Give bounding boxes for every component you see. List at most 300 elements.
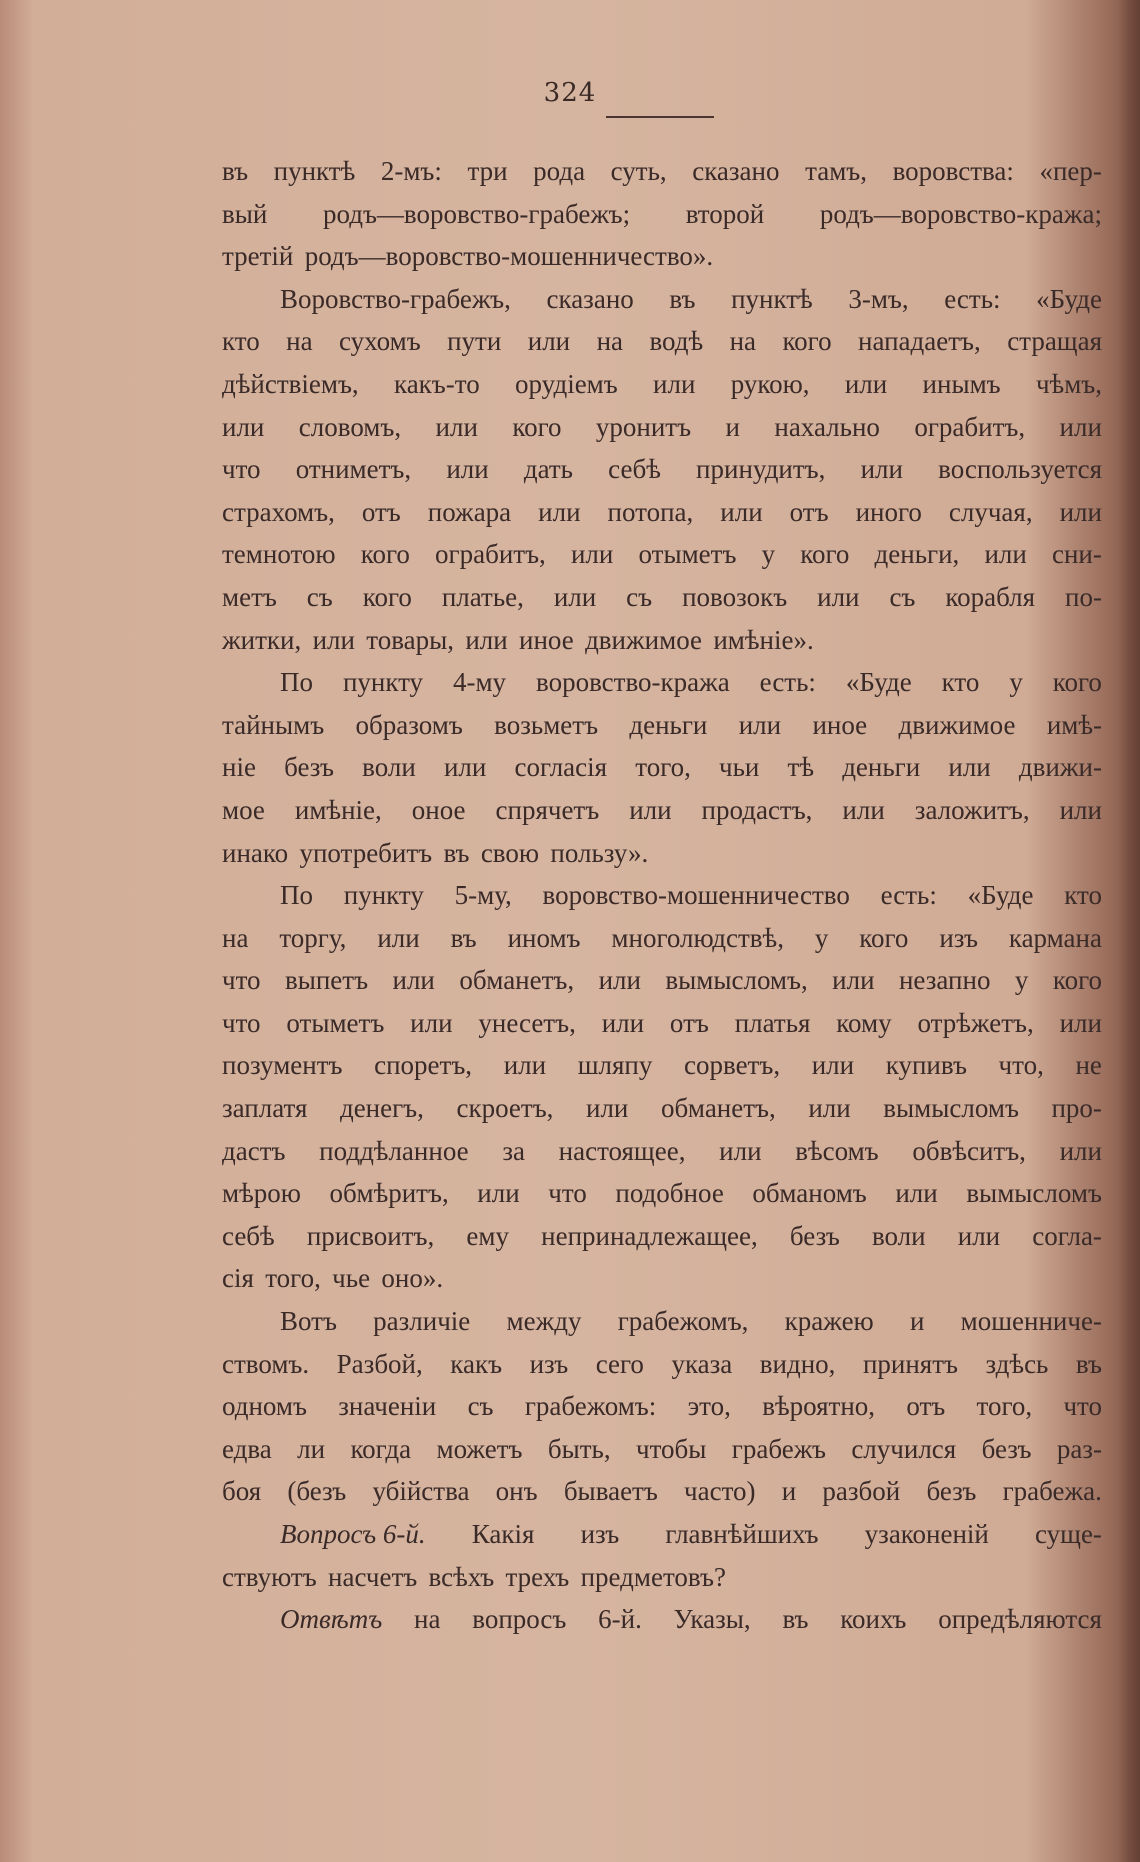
- text-line: [222, 1513, 1102, 1556]
- word: многолюдствѣ,: [611, 922, 784, 953]
- text-line: [222, 874, 1102, 917]
- word: чтобы: [635, 1433, 707, 1464]
- word: 3-мъ,: [848, 283, 909, 314]
- page-number: 324: [543, 78, 597, 108]
- word: на: [222, 922, 249, 953]
- text-line: [222, 1002, 1102, 1045]
- word: или: [601, 1007, 645, 1038]
- word: себѣ: [608, 454, 661, 485]
- word: случился: [851, 1433, 957, 1464]
- word: образомъ: [355, 709, 463, 740]
- word: здѣсь: [985, 1348, 1049, 1379]
- word: обмѣритъ,: [329, 1178, 449, 1209]
- word: имѣ-: [1046, 709, 1102, 740]
- word: отыметъ: [638, 539, 737, 570]
- word: или: [738, 709, 782, 740]
- word: пунктѣ: [731, 283, 813, 314]
- word: дастъ: [222, 1135, 286, 1166]
- word: кто: [941, 667, 980, 698]
- word: денегъ,: [339, 1093, 424, 1124]
- word: родъ—воровство-грабежъ;: [322, 198, 631, 229]
- word: можетъ: [436, 1433, 523, 1464]
- word: отъ: [361, 496, 401, 527]
- word: и: [909, 1306, 925, 1337]
- word: скроетъ,: [456, 1093, 554, 1124]
- word: воли: [362, 752, 416, 783]
- word: мошенниче-: [960, 1306, 1102, 1337]
- word: отрѣжетъ,: [917, 1007, 1034, 1038]
- word: темнотою: [222, 539, 336, 570]
- word: кого: [782, 326, 832, 357]
- word: и: [725, 411, 740, 442]
- word: отъ: [669, 1007, 709, 1038]
- text-line: [222, 1470, 1102, 1513]
- word: быть,: [547, 1433, 611, 1464]
- word: 5-му,: [454, 880, 512, 911]
- word: пунктѣ: [273, 156, 356, 186]
- word: что: [1063, 1391, 1102, 1422]
- word: видно,: [759, 1348, 836, 1379]
- word: или: [503, 1050, 547, 1081]
- word: суще-: [1035, 1519, 1102, 1549]
- word: чьи: [719, 752, 760, 783]
- word: значеніи: [338, 1391, 437, 1422]
- word: того,: [976, 1391, 1033, 1422]
- word: присвоитъ,: [306, 1220, 435, 1251]
- text-line: [222, 1556, 1102, 1599]
- word: или: [410, 1007, 453, 1038]
- word: имѣніе».: [713, 624, 814, 655]
- word: грабежомъ:: [524, 1391, 657, 1422]
- word: мѣрою: [222, 1178, 301, 1209]
- word: про-: [1051, 1093, 1102, 1124]
- word: По: [280, 880, 313, 911]
- word: кому: [836, 1007, 892, 1038]
- word: не: [1075, 1050, 1102, 1081]
- word: воровство-мошенничество: [542, 880, 850, 911]
- word: ніе: [222, 752, 256, 783]
- word: ствуютъ: [222, 1561, 317, 1592]
- word: одномъ: [222, 1391, 307, 1422]
- word: что: [548, 1178, 587, 1209]
- word: или: [720, 496, 763, 527]
- text-line: [222, 491, 1102, 534]
- word: кого: [859, 922, 909, 953]
- word: есть:: [880, 880, 937, 911]
- word: спрячетъ: [495, 794, 600, 825]
- text-line: [222, 1300, 1102, 1343]
- word: шляпу: [577, 1050, 653, 1081]
- word: безъ: [981, 1433, 1032, 1464]
- word: стращая: [1007, 326, 1102, 357]
- word: третій: [222, 241, 294, 272]
- text-line: [222, 917, 1102, 960]
- word: заплатя: [222, 1093, 308, 1124]
- word: орудіемъ: [515, 368, 618, 399]
- word: какъ: [450, 1348, 503, 1379]
- word: въ: [669, 283, 696, 314]
- word: обманетъ,: [459, 965, 575, 996]
- word: и: [781, 1476, 797, 1507]
- word: обманетъ,: [660, 1093, 776, 1124]
- word: или: [817, 581, 860, 612]
- word: вый: [222, 198, 268, 229]
- word: подобное: [615, 1178, 724, 1209]
- word: или: [629, 794, 672, 825]
- word: деньги: [842, 752, 921, 783]
- word: инако: [222, 837, 289, 868]
- word: того,: [635, 752, 691, 783]
- word: корабля: [945, 581, 1036, 612]
- word: Какія: [471, 1519, 535, 1549]
- word: или: [842, 794, 885, 825]
- word: сни-: [1052, 539, 1102, 570]
- word: нахально: [774, 411, 880, 442]
- word: 2-мъ:: [380, 156, 442, 186]
- text-line: [222, 1044, 1102, 1087]
- word: вопросъ: [472, 1604, 567, 1635]
- word: купивъ: [885, 1050, 967, 1081]
- word: сорветъ,: [684, 1050, 781, 1081]
- word: трехъ: [505, 1561, 570, 1592]
- text-line: [222, 533, 1102, 576]
- text-line: [222, 832, 1102, 875]
- word: пункту: [343, 880, 424, 911]
- word: воспользуется: [938, 454, 1102, 485]
- word: бываетъ: [563, 1476, 658, 1507]
- word: кто: [1064, 880, 1102, 911]
- word: разбой: [822, 1476, 901, 1507]
- word: тѣ: [787, 752, 815, 783]
- word: безъ: [789, 1220, 840, 1251]
- word: метъ: [222, 581, 277, 612]
- word: деньги: [629, 709, 708, 740]
- text-line: [222, 1385, 1102, 1428]
- text-line: [222, 576, 1102, 619]
- word: съ: [306, 581, 333, 612]
- word: чѣмъ,: [1035, 368, 1102, 399]
- word: сего: [595, 1348, 644, 1379]
- text-line: [222, 704, 1102, 747]
- word: три: [467, 156, 508, 186]
- word: или: [832, 965, 875, 996]
- word: сія: [222, 1263, 254, 1294]
- word: на: [286, 326, 313, 357]
- word: или: [844, 368, 888, 399]
- word: или: [895, 1178, 938, 1209]
- word: вымысломъ: [883, 1093, 1019, 1124]
- word: дѣйствіемъ,: [222, 368, 359, 399]
- word: по-: [1065, 581, 1102, 612]
- word: обманомъ: [752, 1178, 867, 1209]
- word: страхомъ,: [222, 496, 335, 527]
- word: это,: [687, 1391, 731, 1422]
- word: на: [414, 1604, 441, 1635]
- word: грабежомъ,: [617, 1306, 749, 1337]
- text-line: [222, 406, 1102, 449]
- word: съ: [467, 1391, 494, 1422]
- word: деньги,: [874, 539, 960, 570]
- text-line: [222, 1598, 1102, 1641]
- word: кого: [512, 411, 562, 442]
- word: сказано: [546, 283, 634, 314]
- word: сказано: [692, 156, 780, 186]
- word: кого: [1052, 965, 1102, 996]
- word: съ: [626, 581, 653, 612]
- word: главнѣйшихъ: [665, 1519, 819, 1549]
- word: или: [477, 1178, 520, 1209]
- word: пути: [447, 326, 502, 357]
- word: кого: [1052, 667, 1102, 698]
- word: что,: [998, 1050, 1044, 1081]
- word: въ: [222, 156, 249, 186]
- word: изъ: [580, 1519, 620, 1549]
- word: Вопросъ 6-й.: [280, 1519, 426, 1549]
- word: указа: [671, 1348, 733, 1379]
- word: едва: [222, 1433, 272, 1464]
- word: товары,: [366, 624, 454, 655]
- word: на: [729, 326, 756, 357]
- text-line: [222, 363, 1102, 406]
- word: продастъ,: [701, 794, 813, 825]
- word: или: [957, 1220, 1001, 1251]
- word: заложитъ,: [914, 794, 1030, 825]
- word: торгу,: [279, 922, 347, 953]
- text-line: [222, 1428, 1102, 1471]
- word: или: [377, 922, 420, 953]
- text-line: [222, 150, 1102, 193]
- word: второй: [685, 198, 765, 229]
- word: или: [570, 539, 614, 570]
- word: водѣ: [649, 326, 704, 357]
- word: кражею: [784, 1306, 874, 1337]
- word: иное: [812, 709, 868, 740]
- word: кого: [360, 539, 410, 570]
- word: имѣніе,: [294, 794, 382, 825]
- word: изъ: [939, 922, 978, 953]
- word: или: [1059, 496, 1102, 527]
- word: незапно: [898, 965, 991, 996]
- word: «Буде: [1036, 283, 1102, 314]
- word: кто: [222, 326, 260, 357]
- word: ствомъ.: [222, 1348, 310, 1379]
- word: обвѣситъ,: [912, 1135, 1026, 1166]
- word: что: [222, 454, 261, 485]
- word: движи-: [1018, 752, 1102, 783]
- word: какъ-то: [393, 368, 480, 399]
- word: или: [808, 1093, 851, 1124]
- word: безъ: [284, 752, 334, 783]
- word: тамъ,: [805, 156, 867, 186]
- word: движимое: [585, 624, 703, 655]
- word: 4-му: [452, 667, 507, 698]
- word: Указы,: [673, 1604, 751, 1635]
- word: опредѣляются: [938, 1604, 1102, 1635]
- word: или: [653, 368, 696, 399]
- text-line: [222, 1087, 1102, 1130]
- word: боя: [222, 1476, 262, 1507]
- word: согласія: [514, 752, 608, 783]
- word: или: [392, 965, 435, 996]
- word: поддѣланное: [319, 1135, 469, 1166]
- word: воли: [871, 1220, 926, 1251]
- word: или: [586, 1093, 629, 1124]
- text-line: [222, 1172, 1102, 1215]
- word: родъ—воровство-мошенничество».: [304, 241, 714, 272]
- word: у: [1014, 965, 1029, 996]
- text-line: [222, 1257, 1102, 1300]
- word: узаконеній: [864, 1519, 989, 1549]
- word: убійства: [372, 1476, 470, 1507]
- word: или: [435, 411, 478, 442]
- word: ему: [466, 1220, 509, 1251]
- word: вѣсомъ: [795, 1135, 879, 1166]
- word: свою: [480, 837, 540, 868]
- page-edge-shadow: [1118, 0, 1140, 1862]
- word: того,: [265, 1263, 321, 1294]
- text-line: [222, 235, 1102, 278]
- word: пользу».: [550, 837, 649, 868]
- word: или: [719, 1135, 762, 1166]
- word: рода: [533, 156, 586, 186]
- word: кого: [800, 539, 850, 570]
- word: употребитъ: [299, 837, 433, 868]
- word: «Буде: [845, 667, 912, 698]
- word: рукою,: [730, 368, 810, 399]
- word: у: [814, 922, 829, 953]
- word: что: [222, 965, 261, 996]
- word: или: [527, 326, 571, 357]
- page-number-rule: [606, 116, 714, 118]
- word: раз-: [1056, 1433, 1102, 1464]
- word: съ: [889, 581, 916, 612]
- word: пожара: [427, 496, 512, 527]
- word: оное: [411, 794, 466, 825]
- word: платья: [734, 1007, 811, 1038]
- text-line: [222, 320, 1102, 363]
- word: или: [1059, 1135, 1102, 1166]
- word: или: [948, 752, 991, 783]
- word: ограбитъ,: [914, 411, 1026, 442]
- word: словомъ,: [298, 411, 402, 442]
- word: потопа,: [607, 496, 694, 527]
- word: движимое: [898, 709, 1016, 740]
- word: Разбой,: [336, 1348, 423, 1379]
- word: отыметъ: [286, 1007, 385, 1038]
- word: у: [761, 539, 776, 570]
- word: на: [596, 326, 623, 357]
- word: пункту: [342, 667, 424, 698]
- word: Отвѣтъ: [280, 1604, 383, 1635]
- word: грабежа.: [1002, 1476, 1102, 1507]
- word: насчетъ: [328, 1561, 418, 1592]
- word: выпетъ: [284, 965, 369, 996]
- word: воровства:: [892, 156, 1014, 186]
- word: повозокъ: [682, 581, 788, 612]
- word: или: [465, 624, 508, 655]
- word: коихъ: [840, 1604, 907, 1635]
- word: онъ: [495, 1476, 538, 1507]
- word: кармана: [1008, 922, 1102, 953]
- word: или: [598, 965, 641, 996]
- word: въ: [1075, 1348, 1102, 1379]
- word: чье: [332, 1263, 371, 1294]
- word: ограбитъ,: [435, 539, 546, 570]
- word: По: [280, 667, 313, 698]
- word: себѣ: [222, 1220, 275, 1251]
- word: безъ: [926, 1476, 977, 1507]
- word: грабежъ: [731, 1433, 826, 1464]
- word: нападаетъ,: [858, 326, 981, 357]
- word: различіе: [373, 1306, 471, 1337]
- word: принятъ: [862, 1348, 958, 1379]
- word: (безъ: [287, 1476, 347, 1507]
- word: что: [222, 1007, 261, 1038]
- word: или: [860, 454, 903, 485]
- word: воровство-кража: [536, 667, 730, 698]
- word: дать: [523, 454, 573, 485]
- word: отъ: [789, 496, 829, 527]
- word: есть:: [944, 283, 1001, 314]
- word: Вотъ: [280, 1306, 337, 1337]
- word: предметовъ?: [580, 1561, 726, 1592]
- text-line: [222, 278, 1102, 321]
- word: согла-: [1032, 1220, 1102, 1251]
- text-line: [222, 746, 1102, 789]
- word: житки,: [222, 624, 302, 655]
- word: случая,: [948, 496, 1033, 527]
- word: вымысломъ,: [665, 965, 808, 996]
- word: или: [1059, 411, 1102, 442]
- word: или: [984, 539, 1027, 570]
- word: позументъ: [222, 1050, 343, 1081]
- word: вѣроятно,: [762, 1391, 876, 1422]
- text-line: [222, 193, 1102, 236]
- word: суть,: [610, 156, 667, 186]
- word: иное: [519, 624, 574, 655]
- word: или: [1059, 794, 1102, 825]
- word: инымъ: [922, 368, 1001, 399]
- word: ли: [297, 1433, 326, 1464]
- word: между: [506, 1306, 582, 1337]
- word: или: [538, 496, 581, 527]
- word: или: [1059, 1007, 1102, 1038]
- word: мое: [222, 794, 265, 825]
- word: когда: [350, 1433, 412, 1464]
- word: въ: [450, 922, 477, 953]
- text-line: [222, 959, 1102, 1002]
- word: тайнымъ: [222, 709, 325, 740]
- word: изъ: [529, 1348, 569, 1379]
- text-line: [222, 789, 1102, 832]
- word: или: [312, 624, 355, 655]
- word: отъ: [906, 1391, 946, 1422]
- word: въ: [782, 1604, 809, 1635]
- text-line: [222, 619, 1102, 662]
- word: или: [222, 411, 265, 442]
- word: возьметъ: [494, 709, 599, 740]
- text-line: [222, 1343, 1102, 1386]
- word: споретъ,: [374, 1050, 473, 1081]
- word: въ: [443, 837, 470, 868]
- word: иномъ: [507, 922, 581, 953]
- text-line: [222, 1215, 1102, 1258]
- word: «пер-: [1039, 156, 1102, 186]
- word: или: [443, 752, 487, 783]
- word: платье,: [441, 581, 524, 612]
- word: вымысломъ: [966, 1178, 1102, 1209]
- word: за: [502, 1135, 525, 1166]
